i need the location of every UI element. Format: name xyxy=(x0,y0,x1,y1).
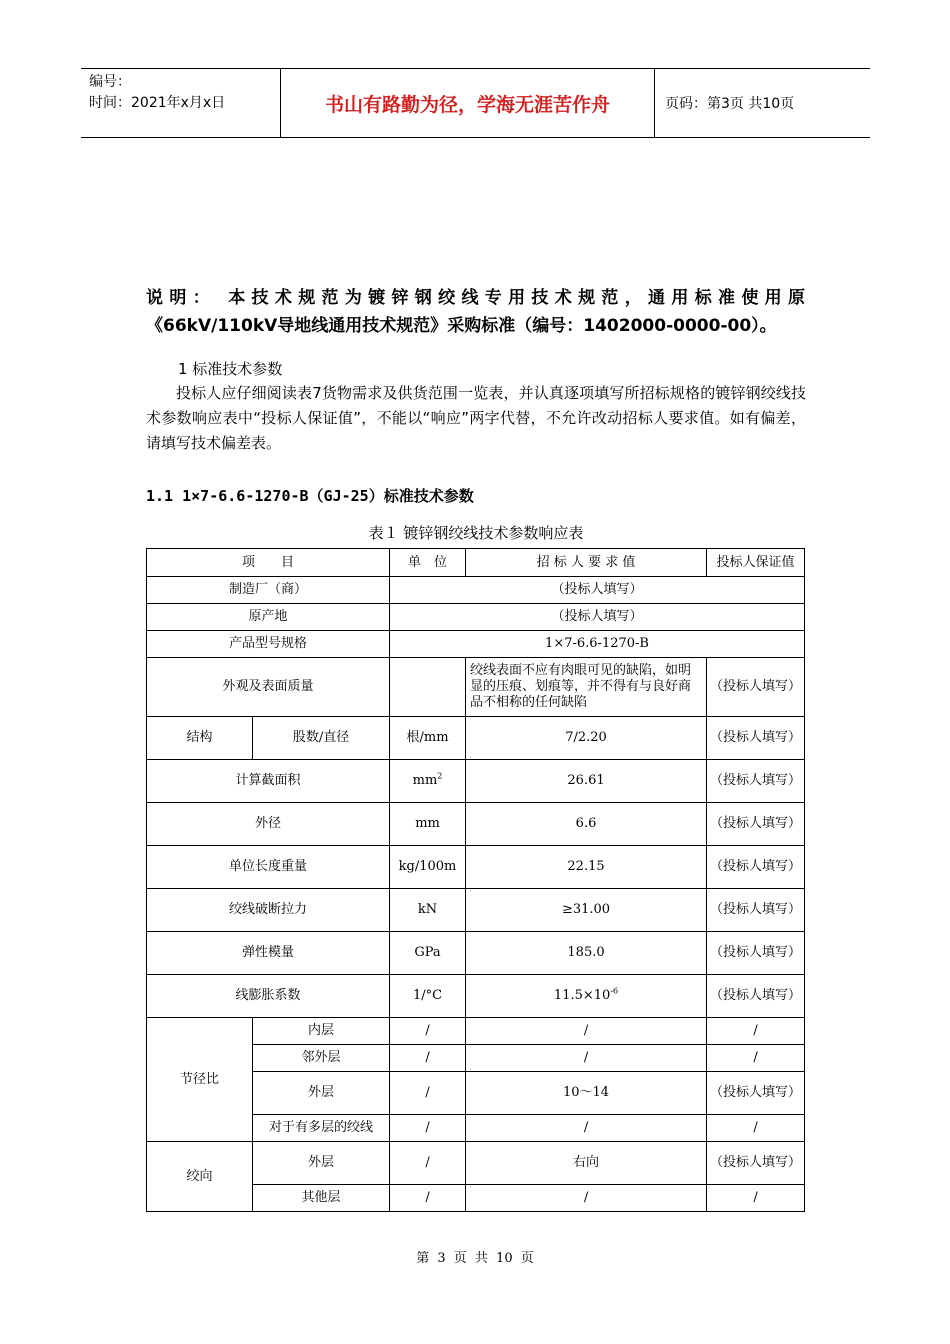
row-label: 计算截面积 xyxy=(147,760,390,803)
row-required xyxy=(466,975,707,1018)
table-row xyxy=(147,717,805,760)
header-meta xyxy=(81,69,281,137)
table-row xyxy=(147,577,805,604)
row-value: （投标人填写） xyxy=(390,577,805,604)
table-row xyxy=(147,846,805,889)
required-superscript: -6 xyxy=(610,986,619,996)
doc-number-label: 编号： xyxy=(89,74,131,90)
required-text: ≥31.00 xyxy=(561,902,611,917)
unit-superscript: 2 xyxy=(437,771,443,781)
required-text: 22.15 xyxy=(567,859,605,874)
header-required: 招 标 人 要 求 值 xyxy=(466,549,707,577)
unit-text: kg/100m xyxy=(398,859,457,874)
row-unit xyxy=(390,889,466,932)
row-unit xyxy=(390,846,466,889)
row-required: 绞线表面不应有肉眼可见的缺陷，如明显的压痕、划痕等，并不得有与良好商品不相称的任何缺陷 xyxy=(466,658,707,717)
table-row xyxy=(147,975,805,1018)
table-row xyxy=(147,1018,805,1045)
row-guaranteed: （投标人填写） xyxy=(707,803,805,846)
row-required xyxy=(466,760,707,803)
header-page-info: 页码：第3页 共10页 xyxy=(665,96,795,112)
row-label: 弹性模量 xyxy=(147,932,390,975)
required-text: 11.5×10 xyxy=(553,988,611,1003)
table-row xyxy=(147,760,805,803)
row-guaranteed: （投标人填写） xyxy=(707,760,805,803)
row-guaranteed: （投标人填写） xyxy=(707,1142,805,1185)
header-item: 项 目 xyxy=(147,549,390,577)
row-required: 10～14 xyxy=(466,1072,707,1115)
row-unit: / xyxy=(390,1045,466,1072)
row-guaranteed: / xyxy=(707,1045,805,1072)
row-required: / xyxy=(466,1115,707,1142)
row-label: 外径 xyxy=(147,803,390,846)
row-required: 7/2.20 xyxy=(466,717,707,760)
section-1-1-heading: 1.1 1×7-6.6-1270-B（GJ-25）标准技术参数 xyxy=(146,487,474,505)
row-guaranteed: / xyxy=(707,1185,805,1212)
table-row xyxy=(147,631,805,658)
unit-text: mm xyxy=(412,773,438,788)
table-row xyxy=(147,1142,805,1185)
row-required xyxy=(466,846,707,889)
row-required xyxy=(466,932,707,975)
row-unit xyxy=(390,658,466,717)
row-unit xyxy=(390,975,466,1018)
row-guaranteed: （投标人填写） xyxy=(707,846,805,889)
section-1-paragraph: 投标人应仔细阅读表7货物需求及供货范围一览表，并认真逐项填写所招标规格的镀锌钢绞线技术参数响应表中“投标人保证值”，不能以“响应”两字代替，不允许改动招标人要求值。如有偏差，请填写技术偏差表。 xyxy=(146,384,806,452)
parameter-rows xyxy=(147,760,805,1018)
row-unit: / xyxy=(390,1142,466,1185)
row-label: 线膨胀系数 xyxy=(147,975,390,1018)
page-footer: 第 3 页 共 10 页 xyxy=(416,1251,534,1266)
group-label: 节径比 xyxy=(147,1018,253,1142)
section-1-heading: 1 标准技术参数 xyxy=(178,360,283,378)
row-label: 结构 xyxy=(147,717,253,760)
row-sublabel: 对于有多层的绞线 xyxy=(253,1115,390,1142)
row-guaranteed: / xyxy=(707,1115,805,1142)
row-sublabel: 外层 xyxy=(253,1072,390,1115)
unit-text: GPa xyxy=(414,945,441,960)
doc-date: 时间：2021年x月x日 xyxy=(89,95,226,111)
row-required xyxy=(466,803,707,846)
header-unit: 单 位 xyxy=(390,549,466,577)
row-label: 绞线破断拉力 xyxy=(147,889,390,932)
note-line-2: 《66kV/110kV导地线通用技术规范》采购标准（编号：1402000-0000-00）。 xyxy=(146,316,777,336)
unit-text: 1/°C xyxy=(412,988,443,1003)
row-required: / xyxy=(466,1045,707,1072)
row-unit: / xyxy=(390,1185,466,1212)
row-guaranteed: （投标人填写） xyxy=(707,975,805,1018)
group-label: 绞向 xyxy=(147,1142,253,1212)
row-guaranteed: （投标人填写） xyxy=(707,889,805,932)
row-value: （投标人填写） xyxy=(390,604,805,631)
row-required xyxy=(466,889,707,932)
row-guaranteed: （投标人填写） xyxy=(707,658,805,717)
spec-note xyxy=(146,284,806,340)
row-required: / xyxy=(466,1185,707,1212)
row-unit: / xyxy=(390,1115,466,1142)
pitch-ratio-rows xyxy=(147,1018,805,1142)
header-motto: 书山有路勤为径，学海无涯苦作舟 xyxy=(281,69,655,137)
table-row xyxy=(147,604,805,631)
row-unit xyxy=(390,803,466,846)
required-text: 185.0 xyxy=(567,945,605,960)
row-sublabel: 内层 xyxy=(253,1018,390,1045)
row-guaranteed: / xyxy=(707,1018,805,1045)
row-sublabel: 外层 xyxy=(253,1142,390,1185)
row-unit xyxy=(390,932,466,975)
row-label: 外观及表面质量 xyxy=(147,658,390,717)
lay-direction-rows xyxy=(147,1142,805,1212)
required-text: 26.61 xyxy=(567,773,605,788)
table-header-row xyxy=(147,549,805,577)
note-line-1: 说明： 本技术规范为镀锌钢绞线专用技术规范，通用标准使用原 xyxy=(146,288,806,308)
row-label: 单位长度重量 xyxy=(147,846,390,889)
row-label: 原产地 xyxy=(147,604,390,631)
table-row xyxy=(147,932,805,975)
table-caption: 表１ 镀锌钢绞线技术参数响应表 xyxy=(368,524,584,542)
row-sublabel: 股数/直径 xyxy=(253,717,390,760)
row-sublabel: 其他层 xyxy=(253,1185,390,1212)
row-unit: 根/mm xyxy=(390,717,466,760)
row-unit: / xyxy=(390,1072,466,1115)
row-required: / xyxy=(466,1018,707,1045)
row-sublabel: 邻外层 xyxy=(253,1045,390,1072)
page-header xyxy=(81,68,870,138)
header-guaranteed: 投标人保证值 xyxy=(707,549,805,577)
row-guaranteed: （投标人填写） xyxy=(707,1072,805,1115)
unit-text: mm xyxy=(415,816,440,831)
table-row xyxy=(147,803,805,846)
row-value: 1×7-6.6-1270-B xyxy=(390,631,805,658)
table-row xyxy=(147,658,805,717)
row-guaranteed: （投标人填写） xyxy=(707,932,805,975)
row-unit xyxy=(390,760,466,803)
unit-text: kN xyxy=(417,902,438,917)
row-unit: / xyxy=(390,1018,466,1045)
row-required: 右向 xyxy=(466,1142,707,1185)
table-row xyxy=(147,889,805,932)
spec-response-table xyxy=(146,548,805,1212)
row-label: 制造厂（商） xyxy=(147,577,390,604)
required-text: 6.6 xyxy=(575,816,597,831)
row-guaranteed: （投标人填写） xyxy=(707,717,805,760)
row-label: 产品型号规格 xyxy=(147,631,390,658)
